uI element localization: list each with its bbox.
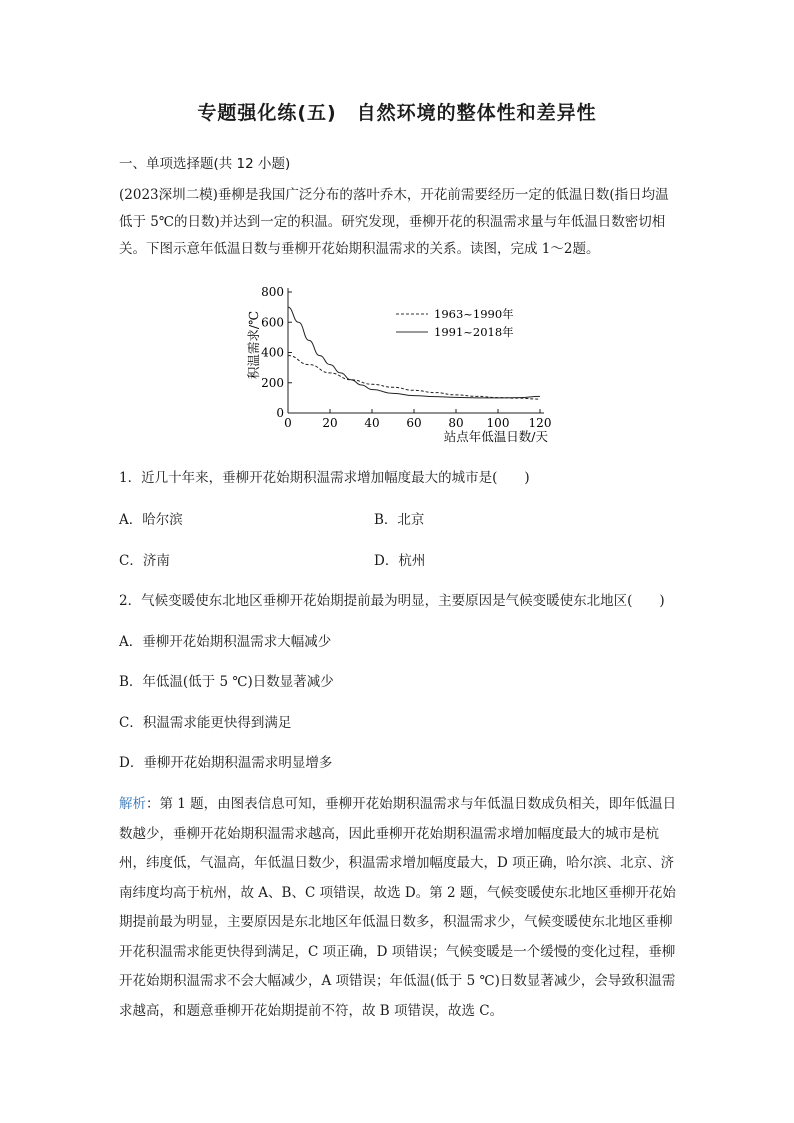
analysis-paragraph: 解析：第 1 题，由图表信息可知，垂柳开花始期积温需求与年低温日数成负相关，即年低温日数越少，垂柳开花始期积温需求越高，因此垂柳开花始期积温需求增加幅度最大的城市是杭州，纬度低，气温高，年低温日数少，积温需求增加幅度最大，D 项正确，哈尔滨、北京、济南纬度均高于杭州，故 A、B、C 项错误，故选 D。第 2 题，气候变暖使东北地区垂柳开花始期提前最为明显，主要原因是东北地区年低温日数多，积温需求少，气候变暖使东北地区垂柳开花积温需求能更快得到满足，C 项正确，D 项错误；气候变暖是一个缓慢的变化过程，垂柳开花始期积温需求不会大幅减少，A 项错误；年低温(低于 5 ℃)日数显著减少，会导致积温需求越高，和题意垂柳开花始期提前不符，故 B 项错误，故选 C。 bbox=[119, 796, 677, 1019]
q1-option-d[interactable]: D．杭州 bbox=[374, 553, 426, 569]
question-2-stem: 2．气候变暖使东北地区垂柳开花始期提前最为明显，主要原因是气候变暖使东北地区( ) bbox=[119, 593, 665, 609]
series-line-1991-2018 bbox=[288, 307, 540, 398]
q1-option-b[interactable]: B．北京 bbox=[374, 512, 425, 528]
x-axis-label: 站点年低温日数/天 bbox=[443, 429, 548, 444]
x-tick-label: 0 bbox=[284, 416, 292, 430]
y-tick-label: 600 bbox=[261, 315, 284, 330]
legend-entry-1963-1990: 1963~1990年 bbox=[434, 307, 514, 321]
y-axis-label: 积温需求/℃ bbox=[246, 310, 261, 380]
page-title: 专题强化练(五) 自然环境的整体性和差异性 bbox=[197, 102, 597, 124]
series-line-1963-1990 bbox=[288, 356, 540, 400]
y-tick-label: 400 bbox=[261, 345, 284, 360]
x-tick-label: 60 bbox=[406, 416, 422, 430]
section-heading: 一、单项选择题(共 12 小题) bbox=[119, 156, 291, 172]
x-tick-label: 20 bbox=[322, 416, 338, 430]
x-tick-label: 40 bbox=[364, 416, 380, 430]
q2-option-d[interactable]: D．垂柳开花始期积温需求明显增多 bbox=[119, 755, 333, 771]
x-tick-label: 100 bbox=[486, 416, 510, 430]
q2-option-a[interactable]: A．垂柳开花始期积温需求大幅减少 bbox=[119, 634, 332, 650]
q2-option-b[interactable]: B．年低温(低于 5 ℃)日数显著减少 bbox=[119, 674, 334, 690]
x-tick-label: 120 bbox=[528, 416, 552, 430]
analysis-text: 第 1 题，由图表信息可知，垂柳开花始期积温需求与年低温日数成负相关，即年低温日数越少，垂柳开花始期积温需求越高，因此垂柳开花始期积温需求增加幅度最大的城市是杭州，纬度低，气温高，年低温日数少，积温需求增加幅度最大，D 项正确，哈尔滨、北京、济南纬度均高于杭州，故 A、B、C 项错误，故选 D。第 2 题，气候变暖使东北地区垂柳开花始期提前最为明显，主要原因是东北地区年低温日数多，积温需求少，气候变暖使东北地区垂柳开花积温需求能更快得到满足，C 项正确，D 项错误；气候变暖是一个缓慢的变化过程，垂柳开花始期积温需求不会大幅减少，A 项错误；年低温(低于 5 ℃)日数显著减少，会导致积温需求越高，和题意垂柳开花始期提前不符，故 B 项错误，故选 C。 bbox=[119, 796, 677, 1019]
analysis-label: 解析 bbox=[119, 796, 146, 812]
y-tick-label: 200 bbox=[261, 375, 284, 390]
question-1-stem: 1．近几十年来，垂柳开花始期积温需求增加幅度最大的城市是( ) bbox=[119, 470, 530, 486]
q1-option-c[interactable]: C．济南 bbox=[119, 553, 170, 569]
intro-paragraph: (2023深圳二模)垂柳是我国广泛分布的落叶乔木，开花前需要经历一定的低温日数(指日均温低于 5℃的日数)并达到一定的积温。研究发现，垂柳开花的积温需求量与年低温日数密切相关。下图示意年低温日数与垂柳开花始期积温需求的关系。读图，完成 1～2题。 bbox=[119, 187, 669, 257]
q1-option-a[interactable]: A．哈尔滨 bbox=[119, 512, 183, 528]
y-tick-label: 0 bbox=[276, 406, 284, 420]
x-tick-label: 80 bbox=[448, 416, 464, 430]
q2-option-c[interactable]: C．积温需求能更快得到满足 bbox=[119, 715, 292, 731]
legend-entry-1991-2018: 1991~2018年 bbox=[434, 325, 514, 339]
y-tick-label: 800 bbox=[261, 285, 284, 299]
